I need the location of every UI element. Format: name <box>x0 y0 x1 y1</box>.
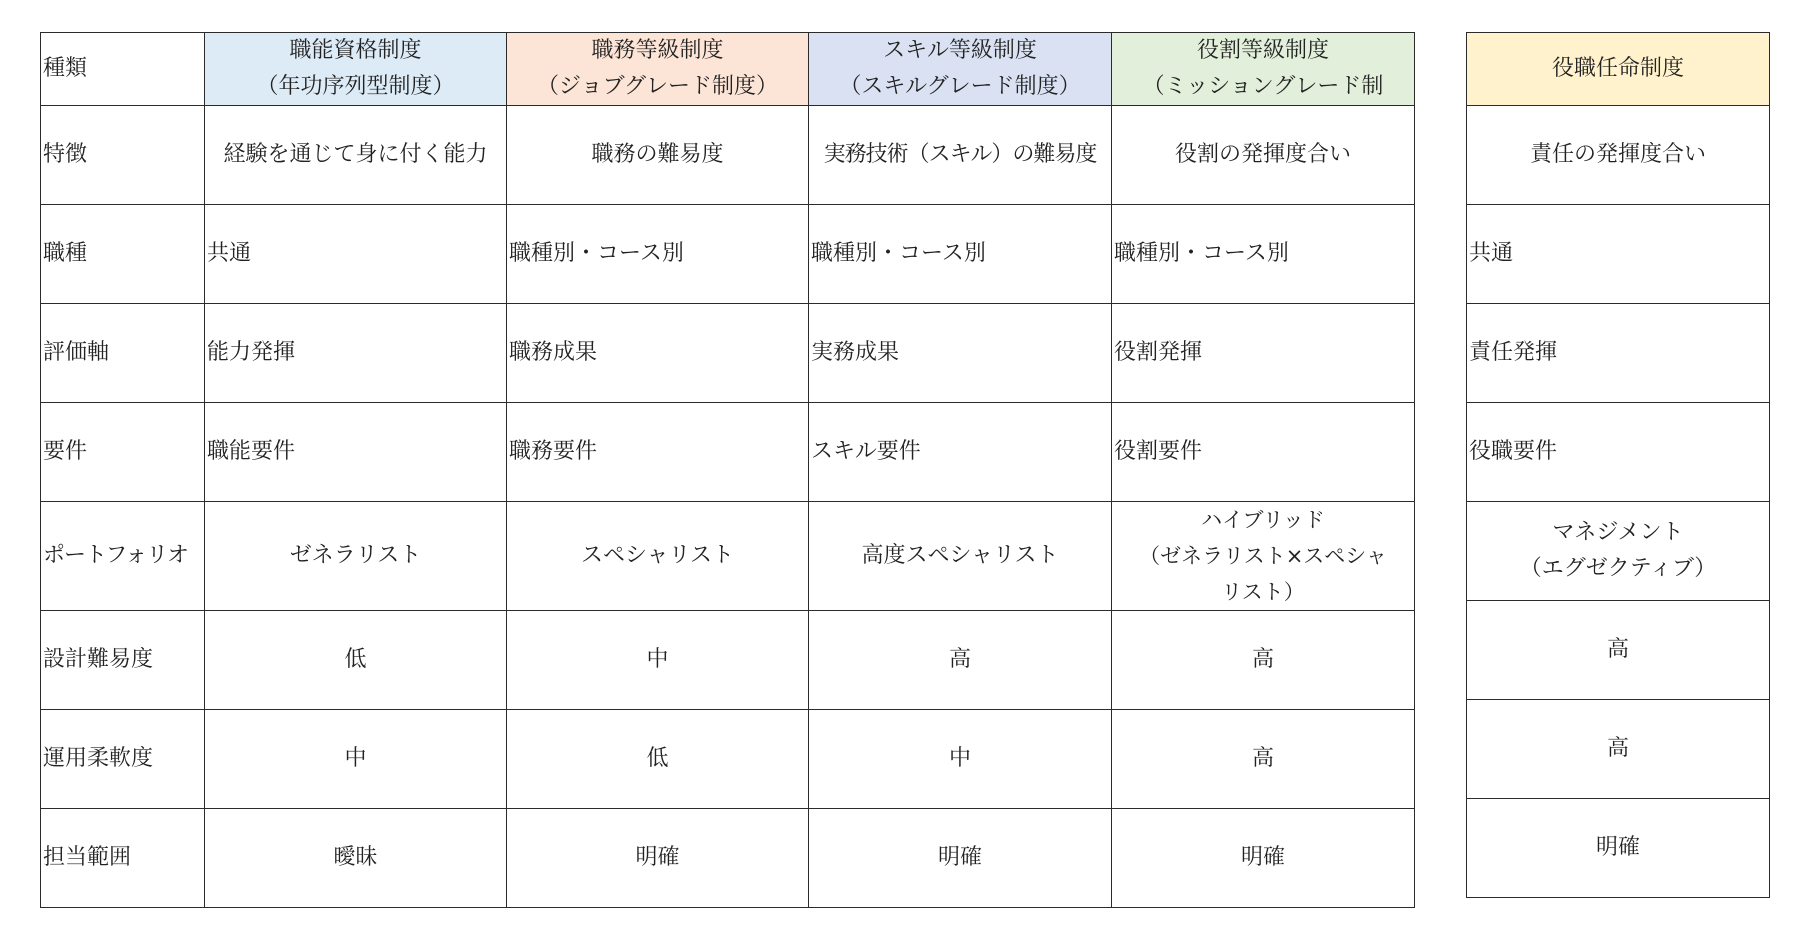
header-title: スキル等級制度 <box>883 38 1037 63</box>
row-label-flexibility: 運用柔軟度 <box>41 710 205 809</box>
side-row-feature <box>1467 106 1770 205</box>
row-feature <box>41 106 1415 205</box>
cell-requirement: 役職要件 <box>1467 403 1770 502</box>
header-cell-role-appointment: 役職任命制度 <box>1467 33 1770 106</box>
side-row-requirement <box>1467 403 1770 502</box>
cell-requirement: 役割要件 <box>1112 403 1415 502</box>
cell-feature: 職務の難易度 <box>507 106 809 205</box>
row-design-difficulty <box>41 611 1415 710</box>
cell-design-difficulty: 高 <box>1112 611 1415 710</box>
cell-flexibility: 低 <box>507 710 809 809</box>
portfolio-line: ハイブリッド <box>1201 508 1325 532</box>
side-row-flexibility <box>1467 700 1770 799</box>
cell-scope: 明確 <box>507 809 809 908</box>
cell-job-type: 職種別・コース別 <box>507 205 809 304</box>
cell-portfolio <box>1112 502 1415 611</box>
side-row-scope <box>1467 799 1770 898</box>
cell-job-type: 共通 <box>1467 205 1770 304</box>
portfolio-line: マネジメント <box>1552 520 1684 545</box>
cell-portfolio: 高度スペシャリスト <box>809 502 1112 611</box>
header-title: 職能資格制度 <box>289 38 422 63</box>
cell-eval-axis: 能力発揮 <box>205 304 507 403</box>
cell-portfolio: ゼネラリスト <box>205 502 507 611</box>
row-eval-axis <box>41 304 1415 403</box>
cell-job-type: 共通 <box>205 205 507 304</box>
cell-feature: 責任の発揮度合い <box>1467 106 1770 205</box>
header-subtitle: （ジョブグレード制度） <box>537 74 778 99</box>
header-subtitle: （年功序列型制度） <box>256 74 455 99</box>
header-row <box>41 33 1415 106</box>
header-subtitle: （ミッショングレード制 <box>1142 74 1384 99</box>
portfolio-line: リスト） <box>1221 580 1305 604</box>
row-label-portfolio: ポートフォリオ <box>41 502 205 611</box>
cell-portfolio <box>1467 502 1770 601</box>
header-cell-job-grade <box>507 33 809 106</box>
cell-flexibility: 高 <box>1467 700 1770 799</box>
header-subtitle: （スキルグレード制度） <box>839 74 1081 99</box>
cell-eval-axis: 職務成果 <box>507 304 809 403</box>
row-portfolio <box>41 502 1415 611</box>
cell-design-difficulty: 高 <box>809 611 1112 710</box>
role-appointment-table <box>1466 32 1770 898</box>
side-row-job-type <box>1467 205 1770 304</box>
header-title: 職務等級制度 <box>591 38 724 63</box>
cell-requirement: スキル要件 <box>809 403 1112 502</box>
cell-scope: 明確 <box>1467 799 1770 898</box>
cell-design-difficulty: 中 <box>507 611 809 710</box>
row-job-type <box>41 205 1415 304</box>
row-label-job-type: 職種 <box>41 205 205 304</box>
side-row-design-difficulty <box>1467 601 1770 700</box>
portfolio-line: （エグゼクティブ） <box>1519 556 1717 581</box>
header-cell-skill-qualification <box>205 33 507 106</box>
cell-design-difficulty: 高 <box>1467 601 1770 700</box>
cell-flexibility: 中 <box>809 710 1112 809</box>
header-title: 役割等級制度 <box>1196 38 1329 63</box>
row-label-design-difficulty: 設計難易度 <box>41 611 205 710</box>
cell-requirement: 職能要件 <box>205 403 507 502</box>
row-label-scope: 担当範囲 <box>41 809 205 908</box>
row-label-eval-axis: 評価軸 <box>41 304 205 403</box>
cell-feature: 役割の発揮度合い <box>1112 106 1415 205</box>
side-header-row <box>1467 33 1770 106</box>
cell-requirement: 職務要件 <box>507 403 809 502</box>
cell-scope: 明確 <box>809 809 1112 908</box>
side-row-portfolio <box>1467 502 1770 601</box>
cell-job-type: 職種別・コース別 <box>1112 205 1415 304</box>
row-flexibility <box>41 710 1415 809</box>
row-requirement <box>41 403 1415 502</box>
header-cell-mission-grade <box>1112 33 1415 106</box>
cell-scope: 明確 <box>1112 809 1415 908</box>
portfolio-line: （ゼネラリスト×スペシャ <box>1139 544 1387 568</box>
row-label-feature: 特徴 <box>41 106 205 205</box>
cell-design-difficulty: 低 <box>205 611 507 710</box>
cell-flexibility: 高 <box>1112 710 1415 809</box>
cell-feature: 経験を通じて身に付く能力 <box>205 106 507 205</box>
row-label-requirement: 要件 <box>41 403 205 502</box>
comparison-table <box>40 32 1415 908</box>
cell-eval-axis: 責任発揮 <box>1467 304 1770 403</box>
cell-eval-axis: 実務成果 <box>809 304 1112 403</box>
cell-flexibility: 中 <box>205 710 507 809</box>
header-cell-skill-grade <box>809 33 1112 106</box>
side-row-eval-axis <box>1467 304 1770 403</box>
cell-job-type: 職種別・コース別 <box>809 205 1112 304</box>
row-label-type: 種類 <box>41 33 205 106</box>
cell-eval-axis: 役割発揮 <box>1112 304 1415 403</box>
cell-portfolio: スペシャリスト <box>507 502 809 611</box>
cell-feature: 実務技術（スキル）の難易度 <box>809 106 1112 205</box>
cell-scope: 曖昧 <box>205 809 507 908</box>
row-scope <box>41 809 1415 908</box>
